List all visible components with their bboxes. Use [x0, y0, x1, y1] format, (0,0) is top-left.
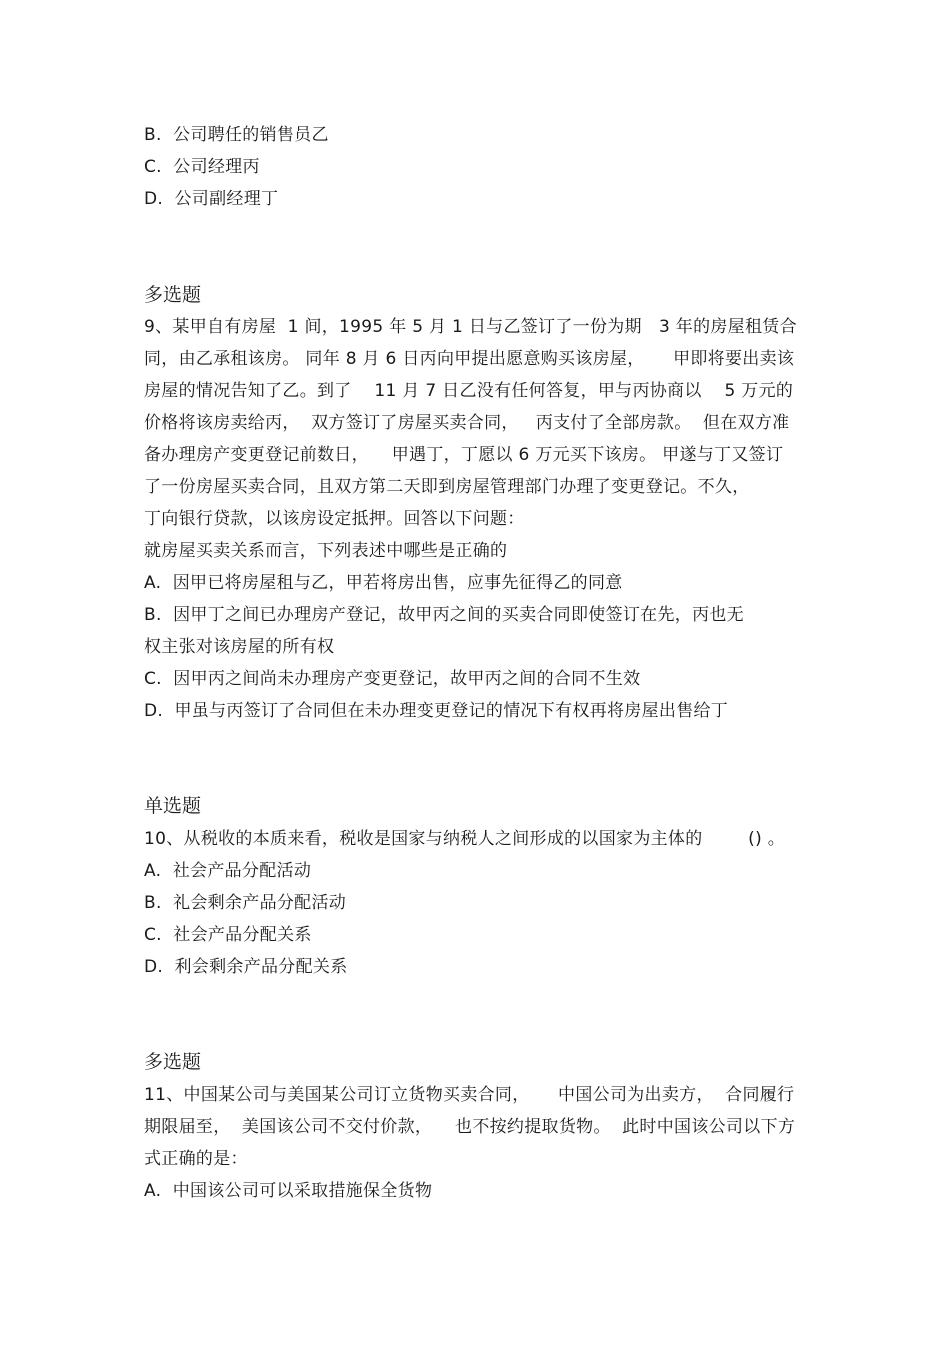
question-stem-line: 备办理房产变更登记前数日， 甲遇丁，丁愿以 6 万元买下该房。 甲遂与丁又签订: [144, 445, 784, 465]
question-stem-line: 价格将该房卖给丙， 双方签订了房屋买卖合同， 丙支付了全部房款。 但在双方准: [144, 413, 790, 433]
option-b: B. 公司聘任的销售员乙: [144, 125, 329, 145]
question-type-heading: 单选题: [144, 795, 202, 817]
option-b: B. 礼会剩余产品分配活动: [144, 893, 347, 913]
option-d: D. 公司副经理丁: [144, 189, 279, 209]
option-b: B. 因甲丁之间已办理房产登记，故甲丙之间的买卖合同即使签订在先，丙也无: [144, 605, 744, 625]
question-stem-line: 式正确的是：: [144, 1149, 248, 1169]
option-c: C. 社会产品分配关系: [144, 925, 312, 945]
option-d: D. 甲虽与丙签订了合同但在未办理变更登记的情况下有权再将房屋出售给丁: [144, 701, 729, 721]
question-stem-line: 丁向银行贷款，以该房设定抵押。回答以下问题：: [144, 509, 525, 529]
question-stem-line: 房屋的情况告知了乙。到了 11 月 7 日乙没有任何答复，甲与丙协商以 5 万元的: [144, 381, 794, 401]
option-c: C. 公司经理丙: [144, 157, 260, 177]
question-stem-line: 同，由乙承租该房。 同年 8 月 6 日丙向甲提出愿意购买该房屋， 甲即将要出卖该: [144, 349, 795, 369]
option-a: A. 社会产品分配活动: [144, 861, 312, 881]
question-stem-line: 10、从税收的本质来看，税收是国家与纳税人之间形成的以国家为主体的 () 。: [144, 829, 786, 849]
question-type-heading: 多选题: [144, 1051, 202, 1073]
option-b-continued: 权主张对该房屋的所有权: [144, 637, 335, 657]
option-c: C. 因甲丙之间尚未办理房产变更登记，故甲丙之间的合同不生效: [144, 669, 641, 689]
option-a: A. 中国该公司可以采取措施保全货物: [144, 1181, 433, 1201]
question-type-heading: 多选题: [144, 284, 202, 306]
question-prompt: 就房屋买卖关系而言，下列表述中哪些是正确的: [144, 541, 508, 561]
option-d: D. 利会剩余产品分配关系: [144, 957, 348, 977]
question-stem-line: 9、某甲自有房屋 1 间，1995 年 5 月 1 日与乙签订了一份为期 3 年的房屋租赁合: [144, 317, 797, 337]
question-stem-line: 11、中国某公司与美国某公司订立货物买卖合同， 中国公司为出卖方， 合同履行: [144, 1085, 795, 1105]
question-stem-line: 了一份房屋买卖合同，且双方第二天即到房屋管理部门办理了变更登记。不久，: [144, 477, 750, 497]
option-a: A. 因甲已将房屋租与乙，甲若将房出售，应事先征得乙的同意: [144, 573, 623, 593]
question-stem-line: 期限届至， 美国该公司不交付价款， 也不按约提取货物。 此时中国该公司以下方: [144, 1117, 796, 1137]
